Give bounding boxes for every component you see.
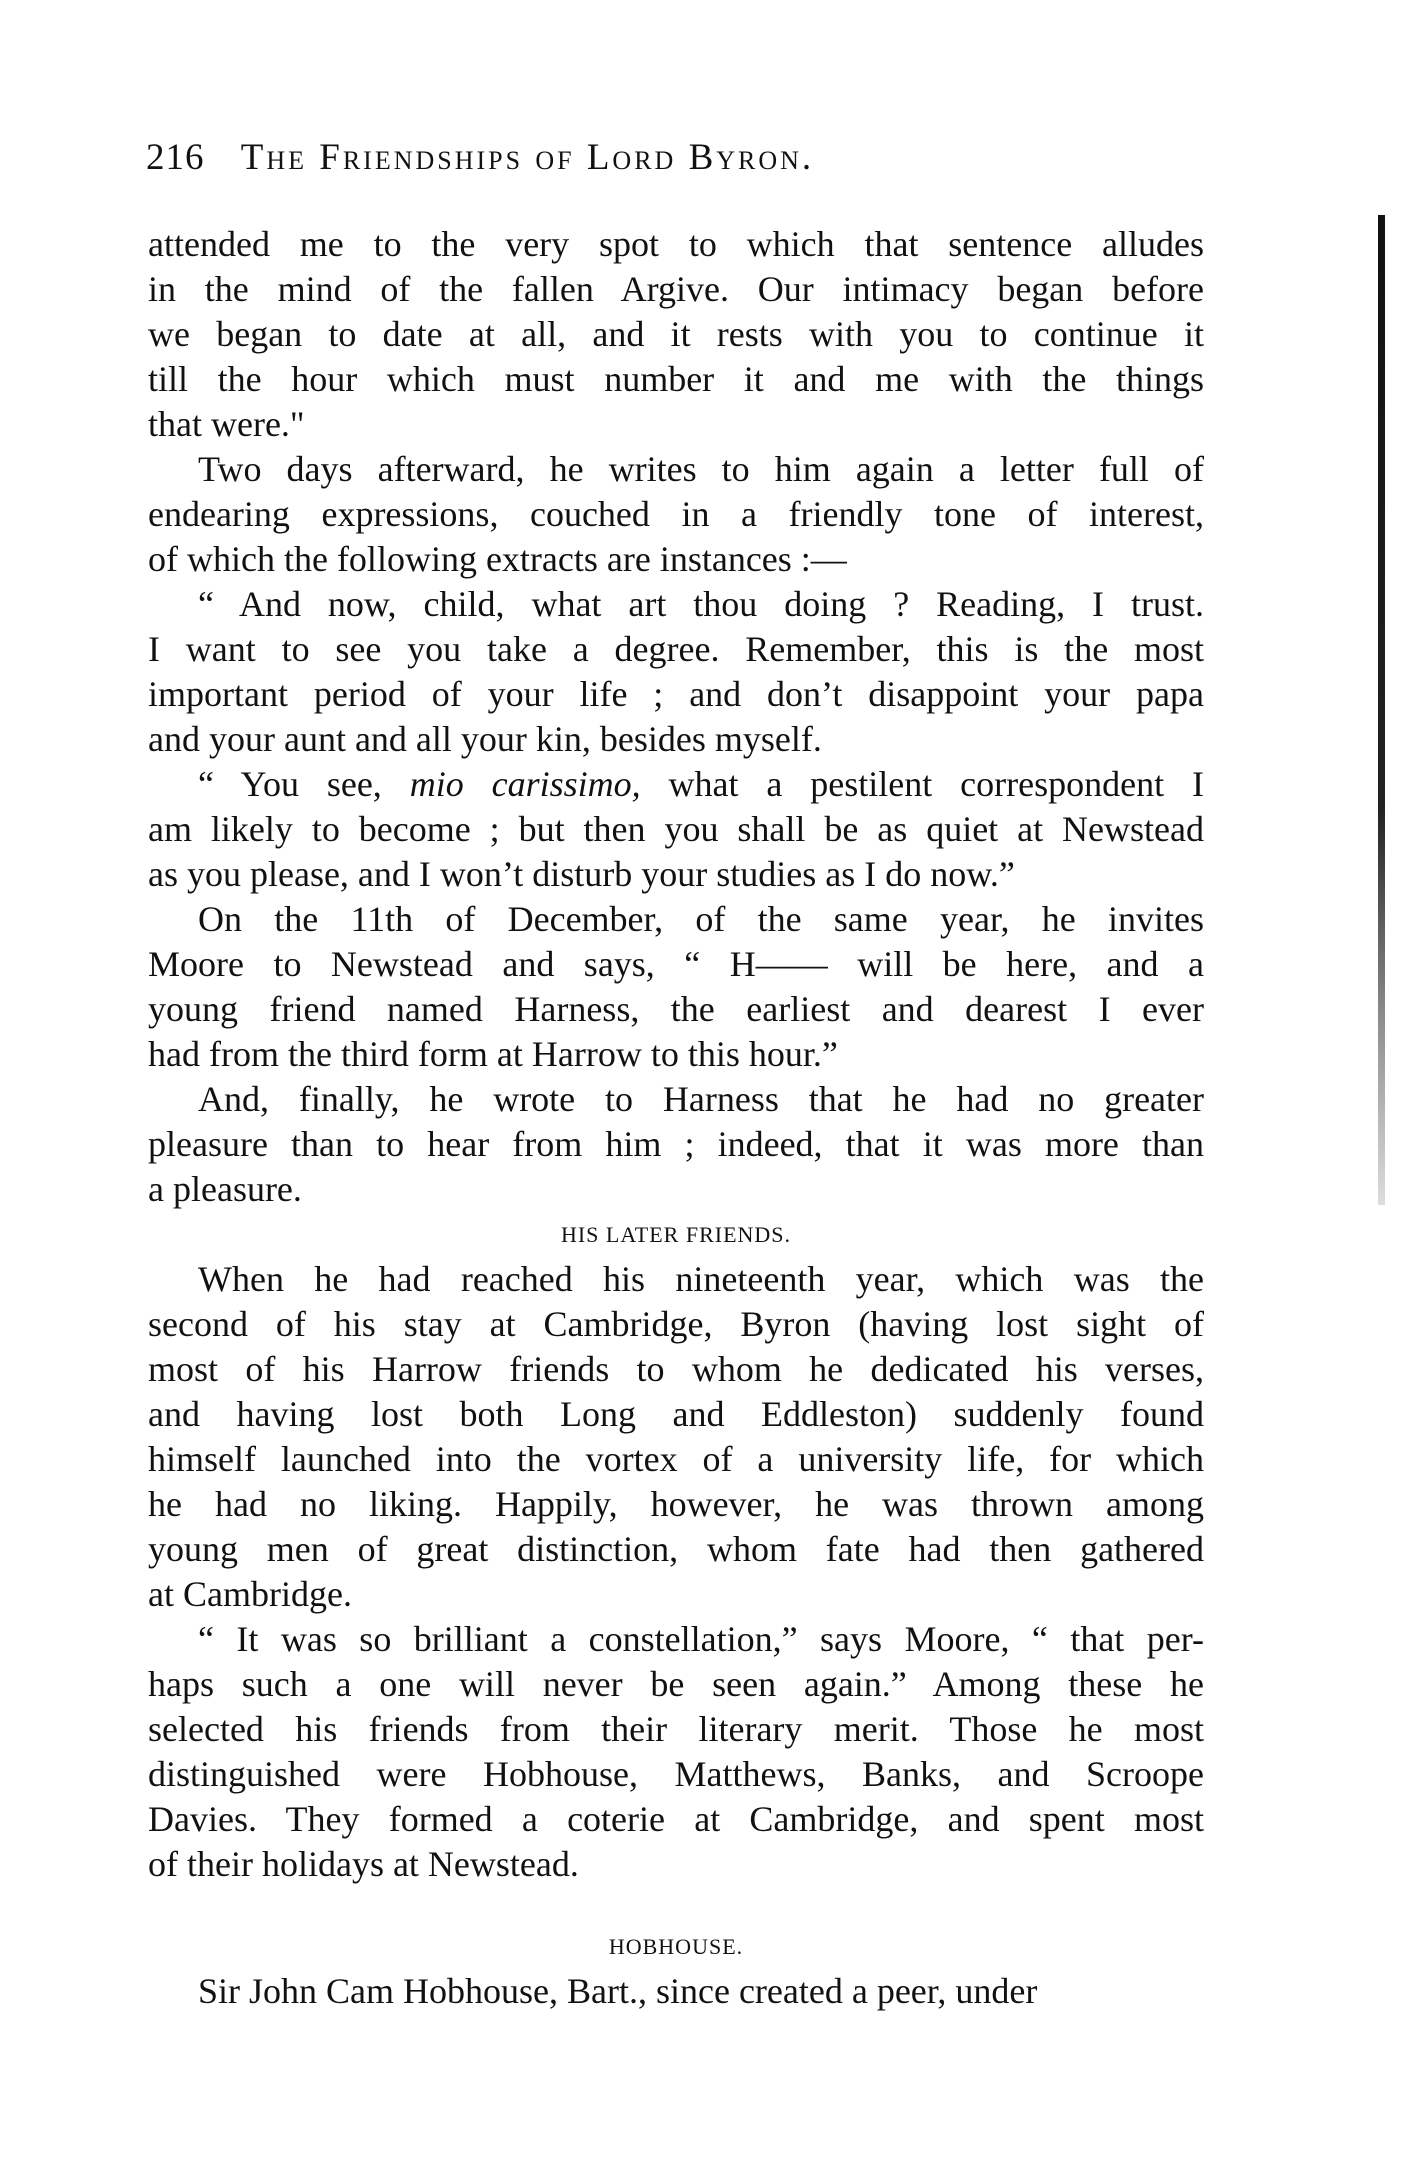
text-line: Davies. They formed a coterie at Cambridge, and spent most (148, 1799, 1204, 1839)
text-line: Sir John Cam Hobhouse, Bart., since created a peer, under (198, 1971, 1038, 2011)
text-line: till the hour which must number it and me with the things (148, 359, 1204, 399)
text-segment: “ You see, (198, 764, 410, 804)
paragraph (148, 897, 1204, 1077)
text-line: important period of your life ; and don’t disappoint your papa (148, 674, 1204, 714)
text-line: And, finally, he wrote to Harness that he had no greater (198, 1079, 1204, 1119)
text-line: had from the third form at Harrow to this hour.” (148, 1034, 838, 1074)
text-line: as you please, and I won’t disturb your studies as I do now.” (148, 854, 1015, 894)
text-line: I want to see you take a degree. Remember, this is the most (148, 629, 1204, 669)
paragraph (148, 1077, 1204, 1212)
paragraph (148, 1257, 1204, 1617)
text-line: pleasure than to hear from him ; indeed, that it was more than (148, 1124, 1204, 1164)
text-segment: what a pestilent correspondent I (640, 764, 1204, 804)
paragraph (148, 1969, 1204, 2014)
running-header (146, 136, 814, 179)
text-line: and your aunt and all your kin, besides myself. (148, 719, 822, 759)
running-title: The Friendships of Lord Byron. (240, 137, 815, 178)
text-line: selected his friends from their literary merit. Those he most (148, 1709, 1204, 1749)
text-line: distinguished were Hobhouse, Matthews, Banks, and Scroope (148, 1754, 1204, 1794)
page-number: 216 (146, 137, 205, 178)
text-line: On the 11th of December, of the same year, he invites (198, 899, 1204, 939)
page-body (148, 222, 1204, 2014)
paragraph (148, 1617, 1204, 1887)
paragraph (148, 762, 1204, 897)
text-line: most of his Harrow friends to whom he dedicated his verses, (148, 1349, 1204, 1389)
text-line: young men of great distinction, whom fate had then gathered (148, 1529, 1204, 1569)
text-line: and having lost both Long and Eddleston) suddenly found (148, 1394, 1204, 1434)
text-line: endearing expressions, couched in a friendly tone of interest, (148, 494, 1204, 534)
text-line: of which the following extracts are instances :— (148, 539, 847, 579)
text-line: Moore to Newstead and says, “ H—— will be here, and a (148, 944, 1204, 984)
text-line: of their holidays at Newstead. (148, 1844, 579, 1884)
italic-text: mio carissimo, (409, 764, 641, 804)
text-line: When he had reached his nineteenth year, which was the (198, 1259, 1204, 1299)
text-line: am likely to become ; but then you shall be as quiet at Newstead (148, 809, 1204, 849)
text-line: “ And now, child, what art thou doing ? Reading, I trust. (198, 584, 1204, 624)
paragraph (148, 222, 1204, 447)
text-line: at Cambridge. (148, 1574, 352, 1614)
text-line (148, 762, 1204, 807)
text-line: we began to date at all, and it rests with you to continue it (148, 314, 1204, 354)
text-line: second of his stay at Cambridge, Byron (having lost sight of (148, 1304, 1204, 1344)
text-line: that were." (148, 404, 305, 444)
text-line: “ It was so brilliant a constellation,” says Moore, “ that per- (198, 1619, 1204, 1659)
paragraph (148, 447, 1204, 582)
paragraph (148, 582, 1204, 762)
text-line: in the mind of the fallen Argive. Our intimacy began before (148, 269, 1204, 309)
text-line: himself launched into the vortex of a university life, for which (148, 1439, 1204, 1479)
text-line: Two days afterward, he writes to him again a letter full of (198, 449, 1204, 489)
scan-edge-shadow (1378, 215, 1385, 1205)
text-line: a pleasure. (148, 1169, 302, 1209)
text-line: haps such a one will never be seen again.” Among these he (148, 1664, 1204, 1704)
text-line: young friend named Harness, the earliest and dearest I ever (148, 989, 1204, 1029)
text-line: attended me to the very spot to which that sentence alludes (148, 224, 1204, 264)
section-heading: HIS LATER FRIENDS. (560, 1222, 792, 1247)
section-heading: HOBHOUSE. (608, 1934, 744, 1959)
text-line: he had no liking. Happily, however, he was thrown among (148, 1484, 1204, 1524)
